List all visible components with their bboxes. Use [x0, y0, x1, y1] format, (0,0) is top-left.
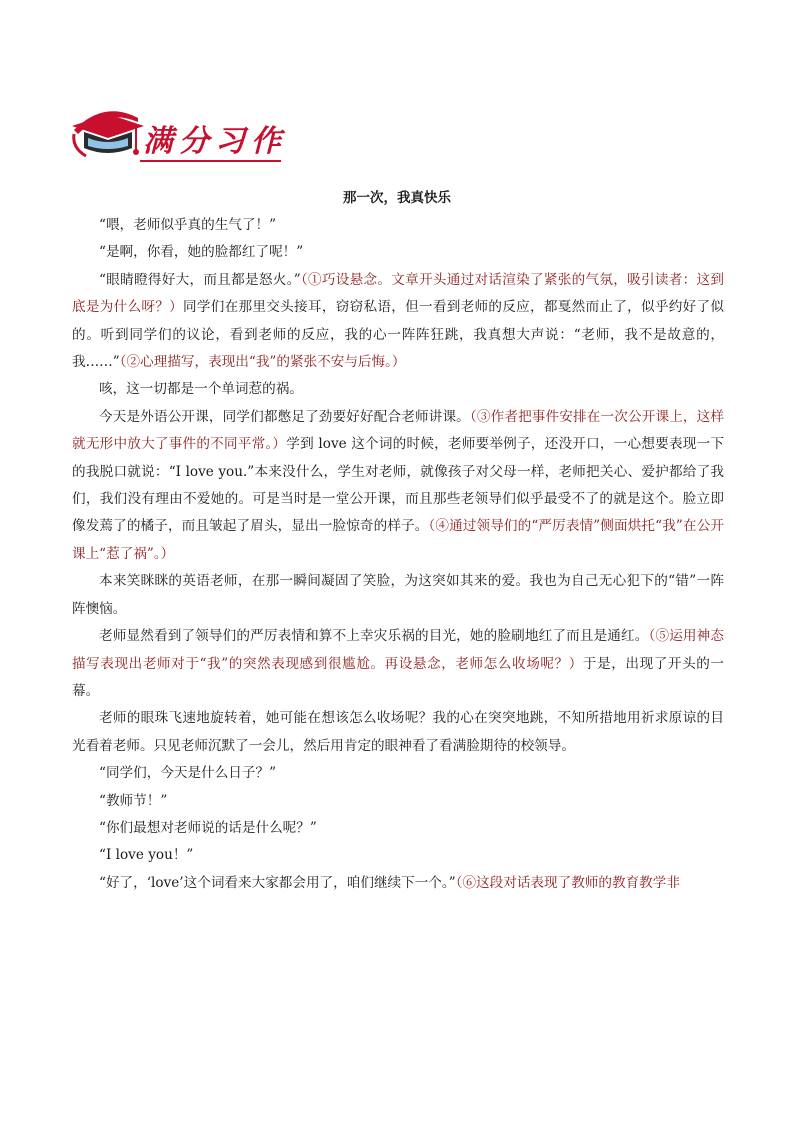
body-text: 于是，出现了开头的一幕。 — [72, 655, 725, 699]
paragraph — [72, 376, 724, 403]
article-title: 那一次，我真快乐 — [343, 190, 451, 206]
paragraph — [72, 760, 724, 787]
logo-text: 满分习作 — [143, 124, 287, 159]
paragraph — [72, 623, 724, 705]
annotation-text: （③作者把事件安排在一次公开课上，这样就无形中放大了事件的不同平常。） — [72, 408, 724, 453]
paragraph — [72, 815, 724, 842]
paragraph — [72, 239, 724, 266]
logo-underline — [140, 160, 281, 162]
body-text: 老师显然看到了领导们的严厉表情和算不上幸灾乐祸的目光，她的脸刷地红了而且是通红。 — [99, 628, 649, 645]
paragraph — [72, 568, 724, 623]
paragraph — [72, 842, 724, 869]
body-text: 本来笑眯眯的英语老师，在那一瞬间凝固了笑脸，为这突如其来的爱。我也为自己无心犯下的“错”一阵阵懊恼。 — [72, 573, 724, 617]
paragraph — [72, 404, 724, 568]
paragraph — [72, 788, 724, 815]
body-text: 同学们在那里交头接耳，窃窃私语，但一看到老师的反应，都戛然而止了，似乎约好了似的。听到同学们的议论，看到老师的反应，我的心一阵阵狂跳，我真想大声说：“老师，我不是故意的，我……” — [72, 299, 725, 371]
paragraph — [72, 212, 724, 239]
body-text: “你们最想对老师说的话是什么呢？” — [99, 819, 317, 836]
body-text: 学到 love 这个词的时候，老师要举例子，还没开口，一心想要表现一下的我脱口就说：“I love you.”本来没什么，学生对老师，就像孩子对父母一样，老师把关心、爱护都给了我们，我们没有理由不爱她的。可是当时是一堂公开课，而且那些老领导们似乎最受不了的就是这个。脸立即像发蔫了的橘子，而且皱起了眉头，显出一脸惊奇的样子。 — [72, 436, 724, 535]
paragraph — [72, 705, 724, 760]
paragraph — [72, 267, 724, 377]
body-text: “好了，‘love’这个词看来大家都会用了，咱们继续下一个。” — [99, 874, 456, 891]
body-text: “同学们，今天是什么日子？” — [99, 765, 277, 782]
annotation-text: （④通过领导们的“严厉表情”侧面烘托“我”在公开课上“惹了祸”。） — [72, 518, 724, 562]
paragraph — [72, 870, 724, 897]
body-text: “I love you！” — [99, 847, 194, 864]
annotation-text: （⑥这段对话表现了教师的教育教学非 — [455, 874, 680, 891]
annotation-text: （⑤运用神态描写表现出老师对于“我”的突然表现感到很尴尬。再设悬念，老师怎么收场呢？） — [72, 628, 724, 672]
body-text: 老师的眼珠飞速地旋转着，她可能在想该怎么收场呢？我的心在突突地跳，不知所措地用祈求原谅的目光看着老师。只见老师沉默了一会儿，然后用肯定的眼神看了看满脸期待的校领导。 — [72, 710, 724, 754]
article-body — [72, 212, 724, 897]
body-text: “喂，老师似乎真的生气了！” — [99, 217, 277, 233]
body-text: “眼睛瞪得好大，而且都是怒火。” — [99, 271, 301, 288]
annotation-text: （②心理描写，表现出“我”的紧张不安与后悔。） — [119, 354, 406, 371]
annotation-text: （①巧设悬念。文章开头通过对话渲染了紧张的气氛，吸引读者：这到底是为什么呀？） — [72, 271, 724, 316]
body-text: “教师节！” — [99, 792, 168, 809]
body-text: 今天是外语公开课，同学们都憋足了劲要好好配合老师讲课。 — [99, 408, 470, 425]
body-text: 咳，这一切都是一个单词惹的祸。 — [99, 381, 303, 398]
body-text: “是啊，你看，她的脸都红了呢！” — [99, 244, 304, 261]
